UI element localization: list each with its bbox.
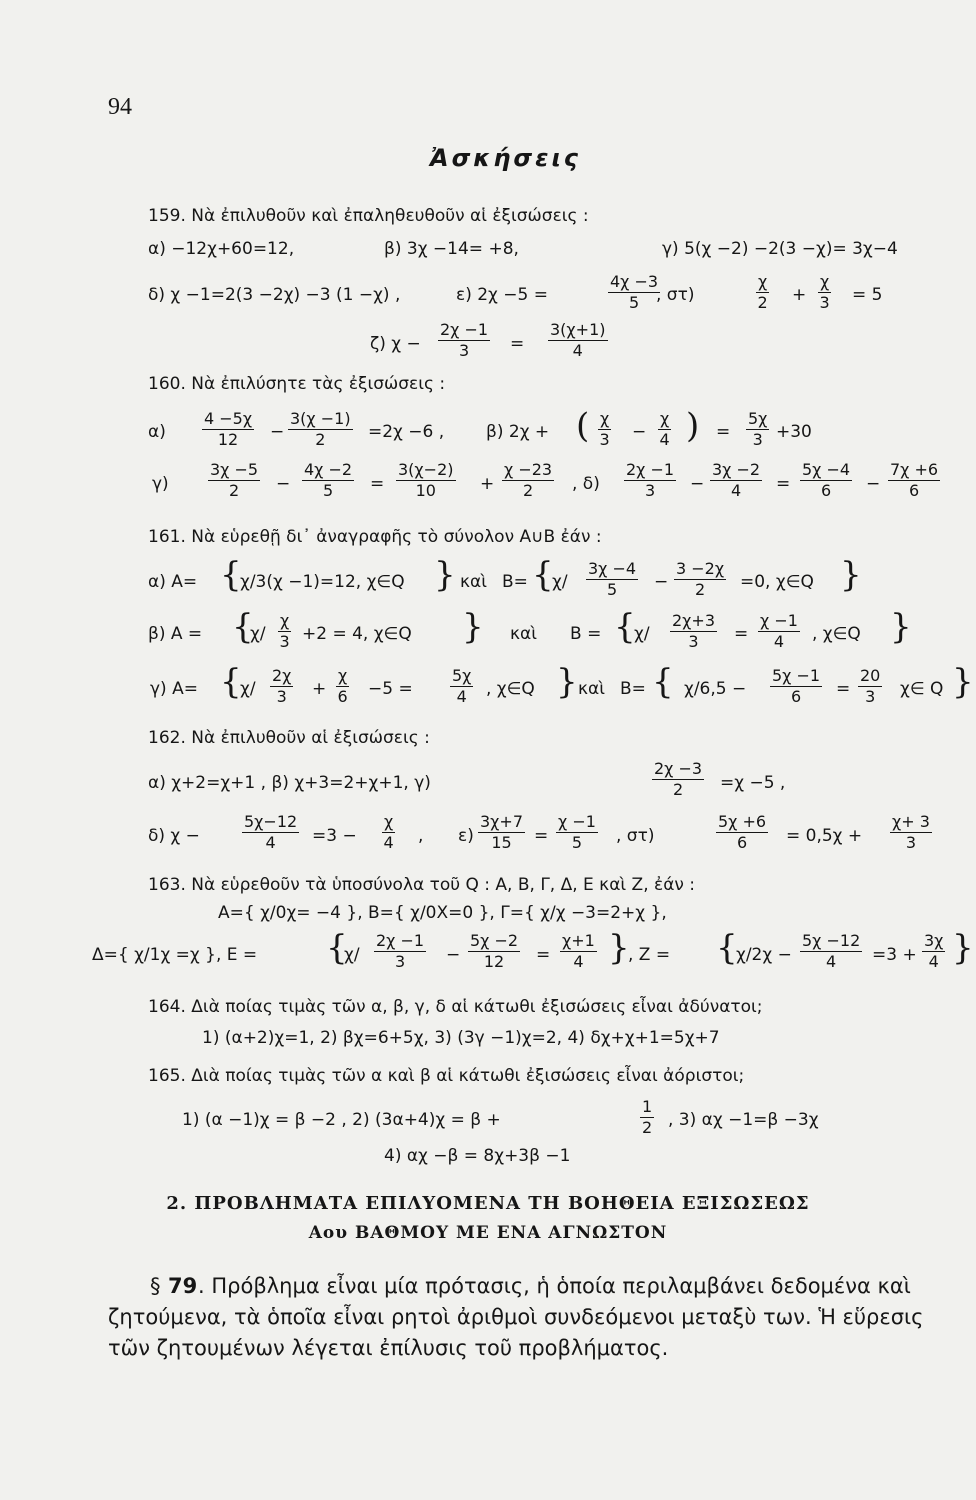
open-brace: {	[716, 928, 738, 968]
set-A-label: α) A=	[148, 572, 198, 592]
open-brace: {	[326, 928, 348, 968]
equation-mid: = 0,5χ +	[786, 826, 863, 846]
minus-sign: −	[632, 422, 647, 442]
set-B-label: B=	[620, 679, 646, 699]
equation-rhs: = 5	[852, 285, 883, 305]
equals-sign: =	[510, 334, 525, 354]
section-mark: §	[150, 1274, 161, 1298]
paragraph-line-1: . Πρόβλημα εἶναι μία πρότασις, ἡ ὁποία περιλαμβάνει δεδομένα καὶ	[198, 1274, 911, 1298]
minus-sign: −	[276, 474, 291, 494]
fraction: $\frac{3(\chi-2)}{10}$	[398, 460, 454, 500]
open-brace: {	[652, 662, 674, 702]
set-Z-label: , Z =	[628, 945, 671, 965]
fraction: $\frac{\chi}{6}$	[337, 666, 348, 706]
fraction: $\frac{2\chi -1}{3}$	[626, 460, 675, 500]
fraction: $\frac{3\chi+7}{15}$	[480, 812, 524, 852]
fraction: $\frac{3\chi}{4}$	[924, 931, 944, 971]
exercise-159-e: ε) 2χ −5 =	[456, 285, 548, 305]
set-builder: χ/	[344, 945, 360, 965]
fraction: $\frac{5\chi}{3}$	[748, 409, 768, 449]
close-brace: }	[608, 928, 630, 968]
fraction: $\frac{5\chi}{4}$	[452, 666, 472, 706]
fraction: $\frac{4\chi -2}{5}$	[304, 460, 353, 500]
page-title: Ἀσκήσεις	[430, 144, 582, 172]
exercise-159-heading: 159. Νὰ ἐπιλυθοῦν καὶ ἐπαληθευθοῦν αἱ ἐξισώσεις :	[148, 206, 589, 226]
equation-rhs: =2χ −6 ,	[368, 422, 445, 442]
fraction: $\frac{2\chi+3}{3}$	[672, 611, 716, 651]
exercise-161-heading: 161. Νὰ εὑρεθῇ δι᾽ ἀναγραφῆς τὸ σύνολον A∪B ἐάν :	[148, 527, 602, 547]
set-builder: χ/	[552, 572, 568, 592]
section-subheading: Aου ΒΑΘΜΟΥ ΜΕ ΕΝΑ ΑΓΝΩΣΤΟΝ	[308, 1223, 668, 1243]
equals-sign: =	[536, 945, 551, 965]
open-brace: {	[532, 555, 554, 595]
exercise-162-e-label: ε)	[458, 826, 474, 846]
fraction: $\frac{4 -5\chi}{12}$	[204, 409, 253, 449]
paragraph-number: 79	[168, 1274, 198, 1298]
close-brace: }	[556, 662, 578, 702]
fraction: $\frac{5\chi -2}{12}$	[470, 931, 519, 971]
equals-sign: =	[734, 624, 749, 644]
exercise-165-row1: 1) (α −1)χ = β −2 , 2) (3α+4)χ = β +	[182, 1110, 501, 1130]
exercise-160-heading: 160. Νὰ ἐπιλύσητε τὰς ἐξισώσεις :	[148, 374, 446, 394]
fraction: $\frac{\chi}{4}$	[659, 409, 670, 449]
exercise-160-a-label: α)	[148, 422, 166, 442]
exercise-159-a: α) −12χ+60=12,	[148, 239, 295, 259]
fraction: $\frac{\chi -1}{4}$	[760, 611, 798, 651]
exercise-165-row1-tail: , 3) αχ −1=β −3χ	[668, 1110, 819, 1130]
set-builder: χ/2χ −	[736, 945, 792, 965]
fraction: $\frac{\chi}{3}$	[279, 611, 290, 651]
fraction: $\frac{2\chi}{3}$	[272, 666, 292, 706]
set-builder: χ/6,5 −	[684, 679, 747, 699]
fraction: $\frac{3\chi -5}{2}$	[210, 460, 259, 500]
set-builder: χ/	[250, 624, 266, 644]
exercise-160-d-label: , δ)	[572, 474, 600, 494]
set-B-label: B =	[570, 624, 602, 644]
fraction: $\frac{5\chi -4}{6}$	[802, 460, 851, 500]
open-brace: {	[614, 607, 636, 647]
close-brace: }	[952, 662, 974, 702]
exercise-159-d: δ) χ −1=2(3 −2χ) −3 (1 −χ) ,	[148, 285, 401, 305]
fraction: $\frac{3(\chi+1)}{4}$	[550, 320, 606, 360]
exercise-162-d: δ) χ −	[148, 826, 200, 846]
minus-sign: −	[654, 572, 669, 592]
paragraph-line-2: ζητούμενα, τὰ ὁποῖα εἶναι ρητοὶ ἀριθμοὶ συνδεόμενοι μεταξὺ των. Ἡ εὕρεσις	[108, 1305, 924, 1329]
exercise-163-row1: A={ χ/0χ= −4 }, B={ χ/0X=0 }, Γ={ χ/χ −3=2+χ },	[218, 903, 667, 923]
fraction: $\frac{3\chi -2}{4}$	[712, 460, 761, 500]
right-parenthesis: )	[686, 406, 700, 446]
equals-sign: =	[534, 826, 549, 846]
kai-word: καὶ	[460, 572, 487, 592]
open-brace: {	[220, 662, 242, 702]
open-brace: {	[220, 555, 242, 595]
set-B-tail: , χ∈Q	[812, 624, 861, 644]
set-B-label: B=	[502, 572, 528, 592]
set-A-label: γ) A=	[150, 679, 198, 699]
fraction: $\frac{3(\chi -1)}{2}$	[290, 409, 351, 449]
equation-rhs: +30	[776, 422, 812, 442]
equals-sign: =	[716, 422, 731, 442]
set-D-E: Δ={ χ/1χ =χ }, E =	[92, 945, 258, 965]
fraction: $\frac{4\chi -3}{5}$	[610, 272, 659, 312]
fraction: $\frac{20}{3}$	[860, 666, 881, 706]
fraction: $\frac{2\chi -3}{2}$	[654, 759, 703, 799]
exercise-159-b: β) 3χ −14= +8,	[384, 239, 519, 259]
exercise-162-a: α) χ+2=χ+1 , β) χ+3=2+χ+1, γ)	[148, 773, 431, 793]
equals-sign: =	[776, 474, 791, 494]
equation-rhs: =χ −5 ,	[720, 773, 786, 793]
exercise-164-heading: 164. Διὰ ποίας τιμὰς τῶν α, β, γ, δ αἱ κάτωθι ἐξισώσεις εἶναι ἀδύνατοι;	[148, 997, 763, 1017]
minus-sign: −	[270, 422, 285, 442]
fraction: $\frac{\chi}{4}$	[383, 812, 394, 852]
minus-sign: −	[446, 945, 461, 965]
exercise-162-heading: 162. Νὰ ἐπιλυθοῦν αἱ ἐξισώσεις :	[148, 728, 430, 748]
fraction: $\frac{\chi+1}{4}$	[562, 931, 595, 971]
fraction: $\frac{2\chi -1}{3}$	[376, 931, 425, 971]
set-builder: χ/	[240, 679, 256, 699]
exercise-162-st-label: , στ)	[616, 826, 655, 846]
plus-sign: +	[480, 474, 495, 494]
fraction: $\frac{7\chi +6}{6}$	[890, 460, 939, 500]
equals-sign: =	[836, 679, 851, 699]
fraction: $\frac{5\chi -12}{4}$	[802, 931, 861, 971]
exercise-164-row: 1) (α+2)χ=1, 2) βχ=6+5χ, 3) (3γ −1)χ=2, 4) δχ+χ+1=5χ+7	[202, 1028, 720, 1048]
equals-sign: =	[370, 474, 385, 494]
fraction: $\frac{3\chi -4}{5}$	[588, 559, 637, 599]
exercise-159-st-label: , στ)	[656, 285, 695, 305]
close-brace: }	[952, 928, 974, 968]
kai-word: καὶ	[578, 679, 605, 699]
fraction: $\frac{5\chi +6}{6}$	[718, 812, 767, 852]
fraction: $\frac{1}{2}$	[642, 1097, 653, 1137]
set-B-tail: χ∈ Q	[900, 679, 944, 699]
fraction: $\frac{\chi+ 3}{3}$	[892, 812, 930, 852]
exercise-165-heading: 165. Διὰ ποίας τιμὰς τῶν α καὶ β αἱ κάτωθι ἐξισώσεις εἶναι ἀόριστοι;	[148, 1066, 745, 1086]
kai-word: καὶ	[510, 624, 537, 644]
fraction: $\frac{\chi -1}{5}$	[558, 812, 596, 852]
close-brace: }	[434, 555, 456, 595]
close-brace: }	[462, 607, 484, 647]
page-number: 94	[108, 94, 132, 120]
set-builder: χ/	[634, 624, 650, 644]
set-A-body: χ/3(χ −1)=12, χ∈Q	[240, 572, 405, 592]
minus-sign: −	[690, 474, 705, 494]
section-heading: 2. ΠΡΟΒΛΗΜΑΤΑ ΕΠΙΛΥΟΜΕΝΑ ΤΗ ΒΟΗΘΕΙΑ ΕΞΙΣΩΣΕΩΣ	[166, 1193, 810, 1214]
equation-mid: =3 −	[312, 826, 357, 846]
set-B-tail: =0, χ∈Q	[740, 572, 814, 592]
set-A-label: β) A =	[148, 624, 203, 644]
fraction: $\frac{\chi}{2}$	[757, 272, 768, 312]
exercise-160-b-label: β) 2χ +	[486, 422, 550, 442]
fraction: $\frac{\chi}{3}$	[819, 272, 830, 312]
plus-sign: +	[792, 285, 807, 305]
open-brace: {	[232, 607, 254, 647]
exercise-159-z: ζ) χ −	[370, 334, 421, 354]
fraction: $\frac{3 -2\chi}{2}$	[676, 559, 725, 599]
paragraph-line-3: τῶν ζητουμένων λέγεται ἐπίλυσις τοῦ προβλήματος.	[108, 1336, 669, 1360]
fraction: $\frac{2\chi -1}{3}$	[440, 320, 489, 360]
fraction: $\frac{\chi -23}{2}$	[504, 460, 553, 500]
close-brace: }	[890, 607, 912, 647]
minus-sign: −	[866, 474, 881, 494]
left-parenthesis: (	[576, 406, 590, 446]
fraction: $\frac{5\chi -1}{6}$	[772, 666, 821, 706]
plus-sign: +	[312, 679, 327, 699]
exercise-165-row2: 4) αχ −β = 8χ+3β −1	[384, 1146, 571, 1166]
close-brace: }	[840, 555, 862, 595]
exercise-163-heading: 163. Νὰ εὑρεθοῦν τὰ ὑποσύνολα τοῦ Q : A, B, Γ, Δ, E καὶ Z, ἐάν :	[148, 875, 696, 895]
set-A-tail: +2 = 4, χ∈Q	[302, 624, 412, 644]
separator-comma: ,	[418, 826, 424, 846]
fraction: $\frac{\chi}{3}$	[599, 409, 610, 449]
exercise-159-c: γ) 5(χ −2) −2(3 −χ)= 3χ−4	[662, 239, 898, 259]
exercise-160-g-label: γ)	[152, 474, 169, 494]
set-A-tail: , χ∈Q	[486, 679, 535, 699]
fraction: $\frac{5\chi-12}{4}$	[244, 812, 298, 852]
set-A-mid: −5 =	[368, 679, 413, 699]
equation-mid: =3 +	[872, 945, 917, 965]
